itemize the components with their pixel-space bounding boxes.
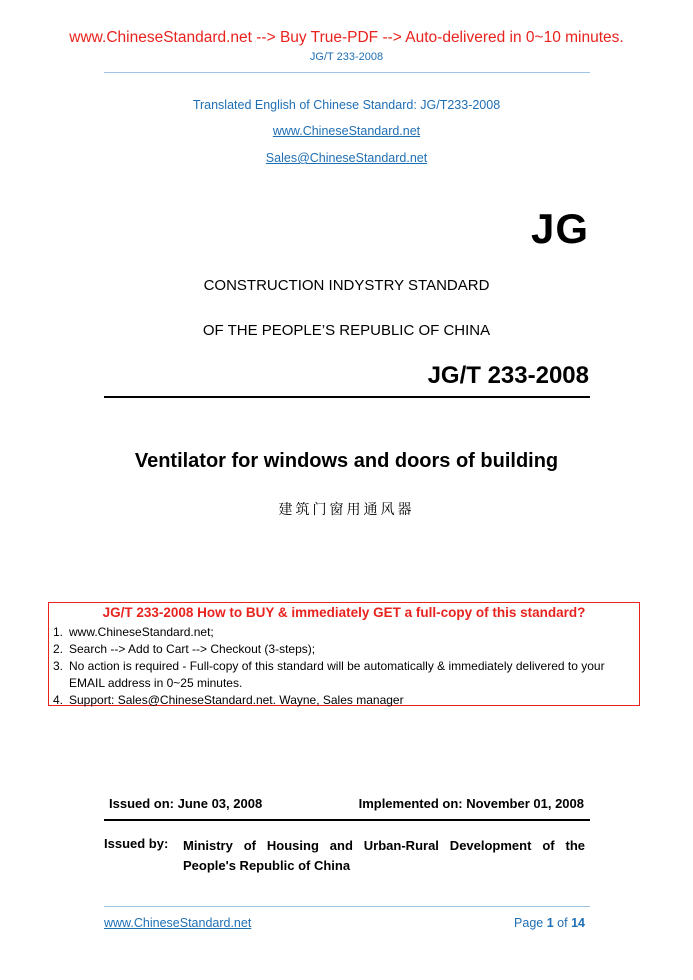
purchase-step: 1. www.ChineseStandard.net; xyxy=(53,625,214,639)
purchase-steps-list xyxy=(53,624,639,709)
issuer-name: Ministry of Housing and Urban-Rural Development of the People's Republic of China xyxy=(183,838,585,873)
page-total: 14 xyxy=(571,916,585,930)
page-number xyxy=(514,916,585,930)
page-current: 1 xyxy=(546,916,554,930)
dates-divider xyxy=(104,819,590,821)
issued-on-date: Issued on: June 03, 2008 xyxy=(109,796,263,811)
purchase-step: 2. Search --> Add to Cart --> Checkout (3-steps); xyxy=(53,642,316,656)
purchase-step-text[interactable]: www.ChineseStandard.net; xyxy=(69,625,214,639)
site-link[interactable]: www.ChineseStandard.net xyxy=(272,124,421,138)
purchase-step-text: No action is required - Full-copy of this standard will be automatically & immediately delivered to your EMAIL address in 0~25 minutes. xyxy=(69,659,605,690)
footer-divider xyxy=(104,906,590,907)
purchase-step-text: Search --> Add to Cart --> Checkout (3-steps); xyxy=(69,642,316,656)
standard-number: JG/T 233-2008 xyxy=(427,362,589,389)
header-standard-code: JG/T 233-2008 xyxy=(309,51,384,63)
page-of: of xyxy=(557,916,568,930)
top-banner[interactable]: www.ChineseStandard.net --> Buy True-PDF --> Auto-delivered in 0~10 minutes. xyxy=(69,29,624,46)
standard-type-line2: OF THE PEOPLE’S REPUBLIC OF CHINA xyxy=(202,322,491,339)
purchase-step-text: Support: Sales@ChineseStandard.net. Wayne, Sales manager xyxy=(69,693,404,707)
document-title-english: Ventilator for windows and doors of building xyxy=(134,450,559,472)
header-divider xyxy=(104,72,590,73)
email-link[interactable]: Sales@ChineseStandard.net xyxy=(265,151,428,165)
footer-link-wrap xyxy=(104,916,251,930)
page-label: Page xyxy=(514,916,544,930)
translation-note: Translated English of Chinese Standard: JG/T233-2008 xyxy=(192,98,501,112)
purchase-step: 3. No action is required - Full-copy of this standard will be automatically & immediately delivered to your EMAIL address in 0~25 minutes. xyxy=(53,659,605,690)
document-title-chinese: 建筑门窗用通风器 xyxy=(278,502,415,518)
standard-type-line1: CONSTRUCTION INDYSTRY STANDARD xyxy=(203,277,490,294)
issued-by-label: Issued by: xyxy=(104,836,169,851)
purchase-box-title: JG/T 233-2008 How to BUY & immediately GET a full-copy of this standard? xyxy=(102,605,586,620)
site-link-wrap xyxy=(0,124,693,138)
footer-site-link[interactable]: www.ChineseStandard.net xyxy=(104,916,252,930)
standard-divider xyxy=(104,396,590,398)
email-link-wrap xyxy=(0,151,693,165)
purchase-step: 4. Support: Sales@ChineseStandard.net. Wayne, Sales manager xyxy=(53,693,404,707)
purchase-info-box xyxy=(48,602,640,706)
implemented-on-date: Implemented on: November 01, 2008 xyxy=(358,796,584,811)
standard-abbr: JG xyxy=(530,205,589,252)
